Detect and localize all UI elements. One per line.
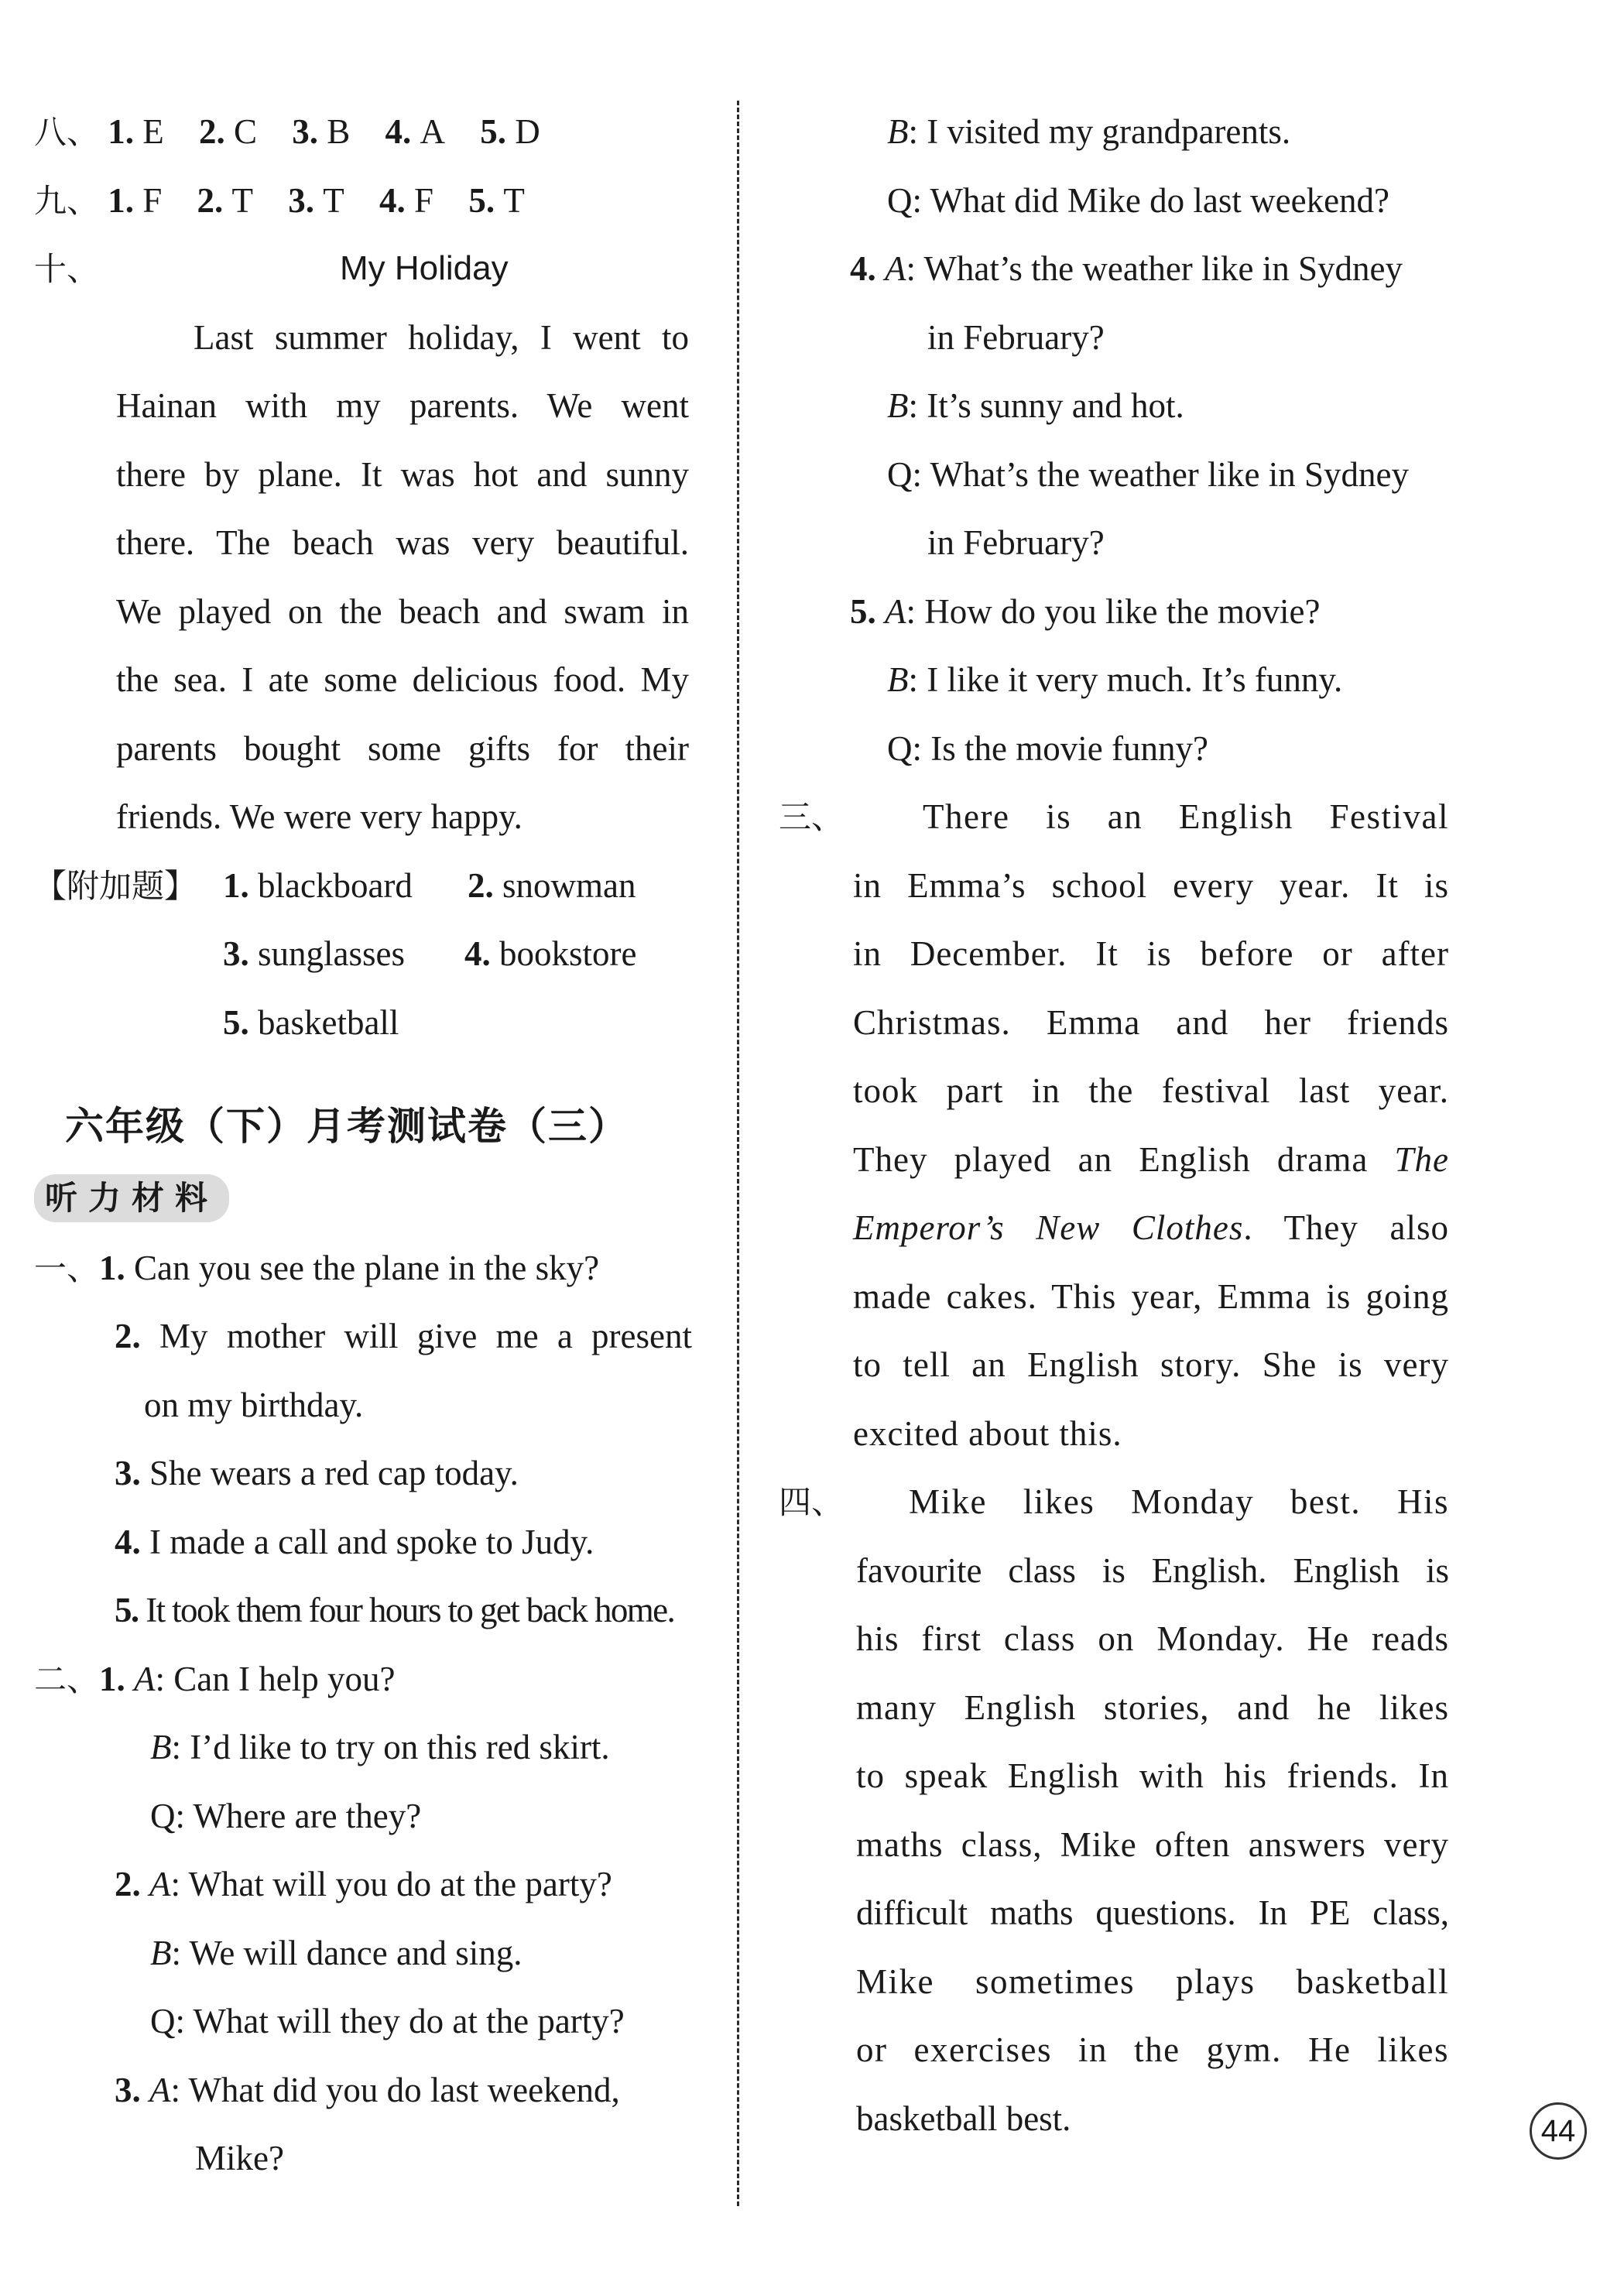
section-marker: 十、 [34,250,100,288]
section-8-answers: 八、 1. E 2. C 3. B 4. A 5. D [34,112,540,151]
essay-line: friends. We were very happy. [116,797,522,836]
part-2-d4-a-cont: in February? [927,317,1105,357]
part-2-d5-b: B: I like it very much. It’s funny. [887,660,1343,699]
part-1-q5: 5. It took them four hours to get back home. [115,1591,675,1629]
passage-line: difficult maths questions. In PE class, [856,1893,1449,1932]
passage-line: to speak English with his friends. In [856,1756,1449,1795]
listening-material-heading [34,1161,715,1234]
part-3-passage [779,851,1449,1468]
passage-line: Christmas. Emma and her friends [853,1002,1449,1042]
essay-line: We played on the beach and swam in [116,591,689,631]
page-number: 44 [1530,2102,1587,2160]
part-1-q3: 3. She wears a red cap today. [115,1454,519,1492]
section-marker: 四、 [779,1483,845,1521]
essay-line: the sea. I ate some delicious food. My [116,660,689,699]
passage-line: made cakes. This year, Emma is going [853,1276,1449,1316]
essay-title: My Holiday [340,249,509,287]
essay-line: parents bought some gifts for their [116,728,689,768]
essay-line: there by plane. It was hot and sunny [116,454,689,494]
part-2-d5-a: 5. A: How do you like the movie? [850,591,1321,631]
part-2-d1-b: B: I’d like to try on this red skirt. [150,1728,610,1766]
essay-line: there. The beach was very beautiful. [116,523,689,562]
section-marker: 九、 [34,181,100,220]
passage-line: in Emma’s school every year. It is [853,865,1449,905]
passage-line: to tell an English story. She is very [853,1345,1449,1384]
extra-label: 【附加题】 [34,866,197,905]
part-2-d2-q: Q: What will they do at the party? [150,2002,625,2040]
section-marker: 二、 [34,1660,100,1698]
section-10-heading [34,235,715,303]
part-4-line-1: 四、 Mike likes Monday best. His [779,1482,1449,1521]
passage-line: maths class, Mike often answers very [856,1824,1449,1864]
passage-line: or exercises in the gym. He likes [856,2030,1449,2069]
part-2-d1-a: 二、1. A: Can I help you? [34,1659,396,1698]
part-2-d2-b: B: We will dance and sing. [150,1933,522,1972]
passage-line: in December. It is before or after [853,934,1449,973]
part-1-q1: 一、1. Can you see the plane in the sky? [34,1248,600,1287]
part-1-q4: 4. I made a call and spoke to Judy. [115,1522,594,1561]
part-3-line-1: 三、 There is an English Festival [779,797,1449,836]
part-2-d4-a: 4. A: What’s the weather like in Sydney [850,249,1403,288]
part-2-d3-a: 3. A: What did you do last weekend, [115,2070,620,2109]
section-marker: 一、 [34,1249,100,1287]
left-column [34,98,715,2193]
column-divider [737,101,739,2206]
part-2-d3-a-cont: Mike? [195,2139,284,2177]
section-marker: 三、 [779,798,845,836]
essay-line: Last summer holiday, I went to [194,317,689,357]
passage-line: many English stories, and he likes [856,1687,1449,1727]
passage-line: Emperor’s New Clothes. They also [853,1208,1450,1247]
section-9-answers: 九、 1. F 2. T 3. T 4. F 5. T [34,180,525,220]
listening-badge: 听力材料 [34,1174,229,1222]
part-2-d4-q-cont: in February? [927,523,1105,562]
extra-questions-row2: 3. sunglasses 4. bookstore [223,934,637,973]
part-2-d2-a: 2. A: What will you do at the party? [115,1865,612,1903]
passage-line: They played an English drama The [853,1139,1449,1179]
passage-line: Mike sometimes plays basketball [856,1962,1449,2001]
part-2-d1-q: Q: Where are they? [150,1796,422,1835]
passage-line: favourite class is English. English is [856,1550,1449,1590]
part-2-d3-q: Q: What did Mike do last weekend? [887,180,1390,220]
essay-body [34,303,689,851]
passage-line: took part in the festival last year. [853,1071,1449,1110]
part-2-d5-q: Q: Is the movie funny? [887,728,1208,768]
section-marker: 八、 [34,113,100,151]
passage-line: excited about this. [853,1413,1122,1453]
essay-line: Hainan with my parents. We went [116,386,689,425]
part-1-q2: 2. My mother will give me a present [115,1317,693,1355]
passage-line: his first class on Monday. He reads [856,1619,1449,1658]
part-1-q2-cont: on my birthday. [144,1385,364,1424]
part-2-d4-q: Q: What’s the weather like in Sydney [887,454,1410,494]
part-4-passage [779,1537,1449,2153]
part-2-d4-b: B: It’s sunny and hot. [887,386,1184,425]
extra-questions: 【附加题】 1. blackboard 2. snowman [34,865,636,905]
extra-questions-row3: 5. basketball [223,1002,399,1042]
right-column [779,98,1468,2153]
test-title: 六年级（下）月考测试卷（三） [65,1104,629,1149]
passage-line: basketball best. [856,2099,1071,2138]
part-2-d3-b: B: I visited my grandparents. [887,112,1291,151]
